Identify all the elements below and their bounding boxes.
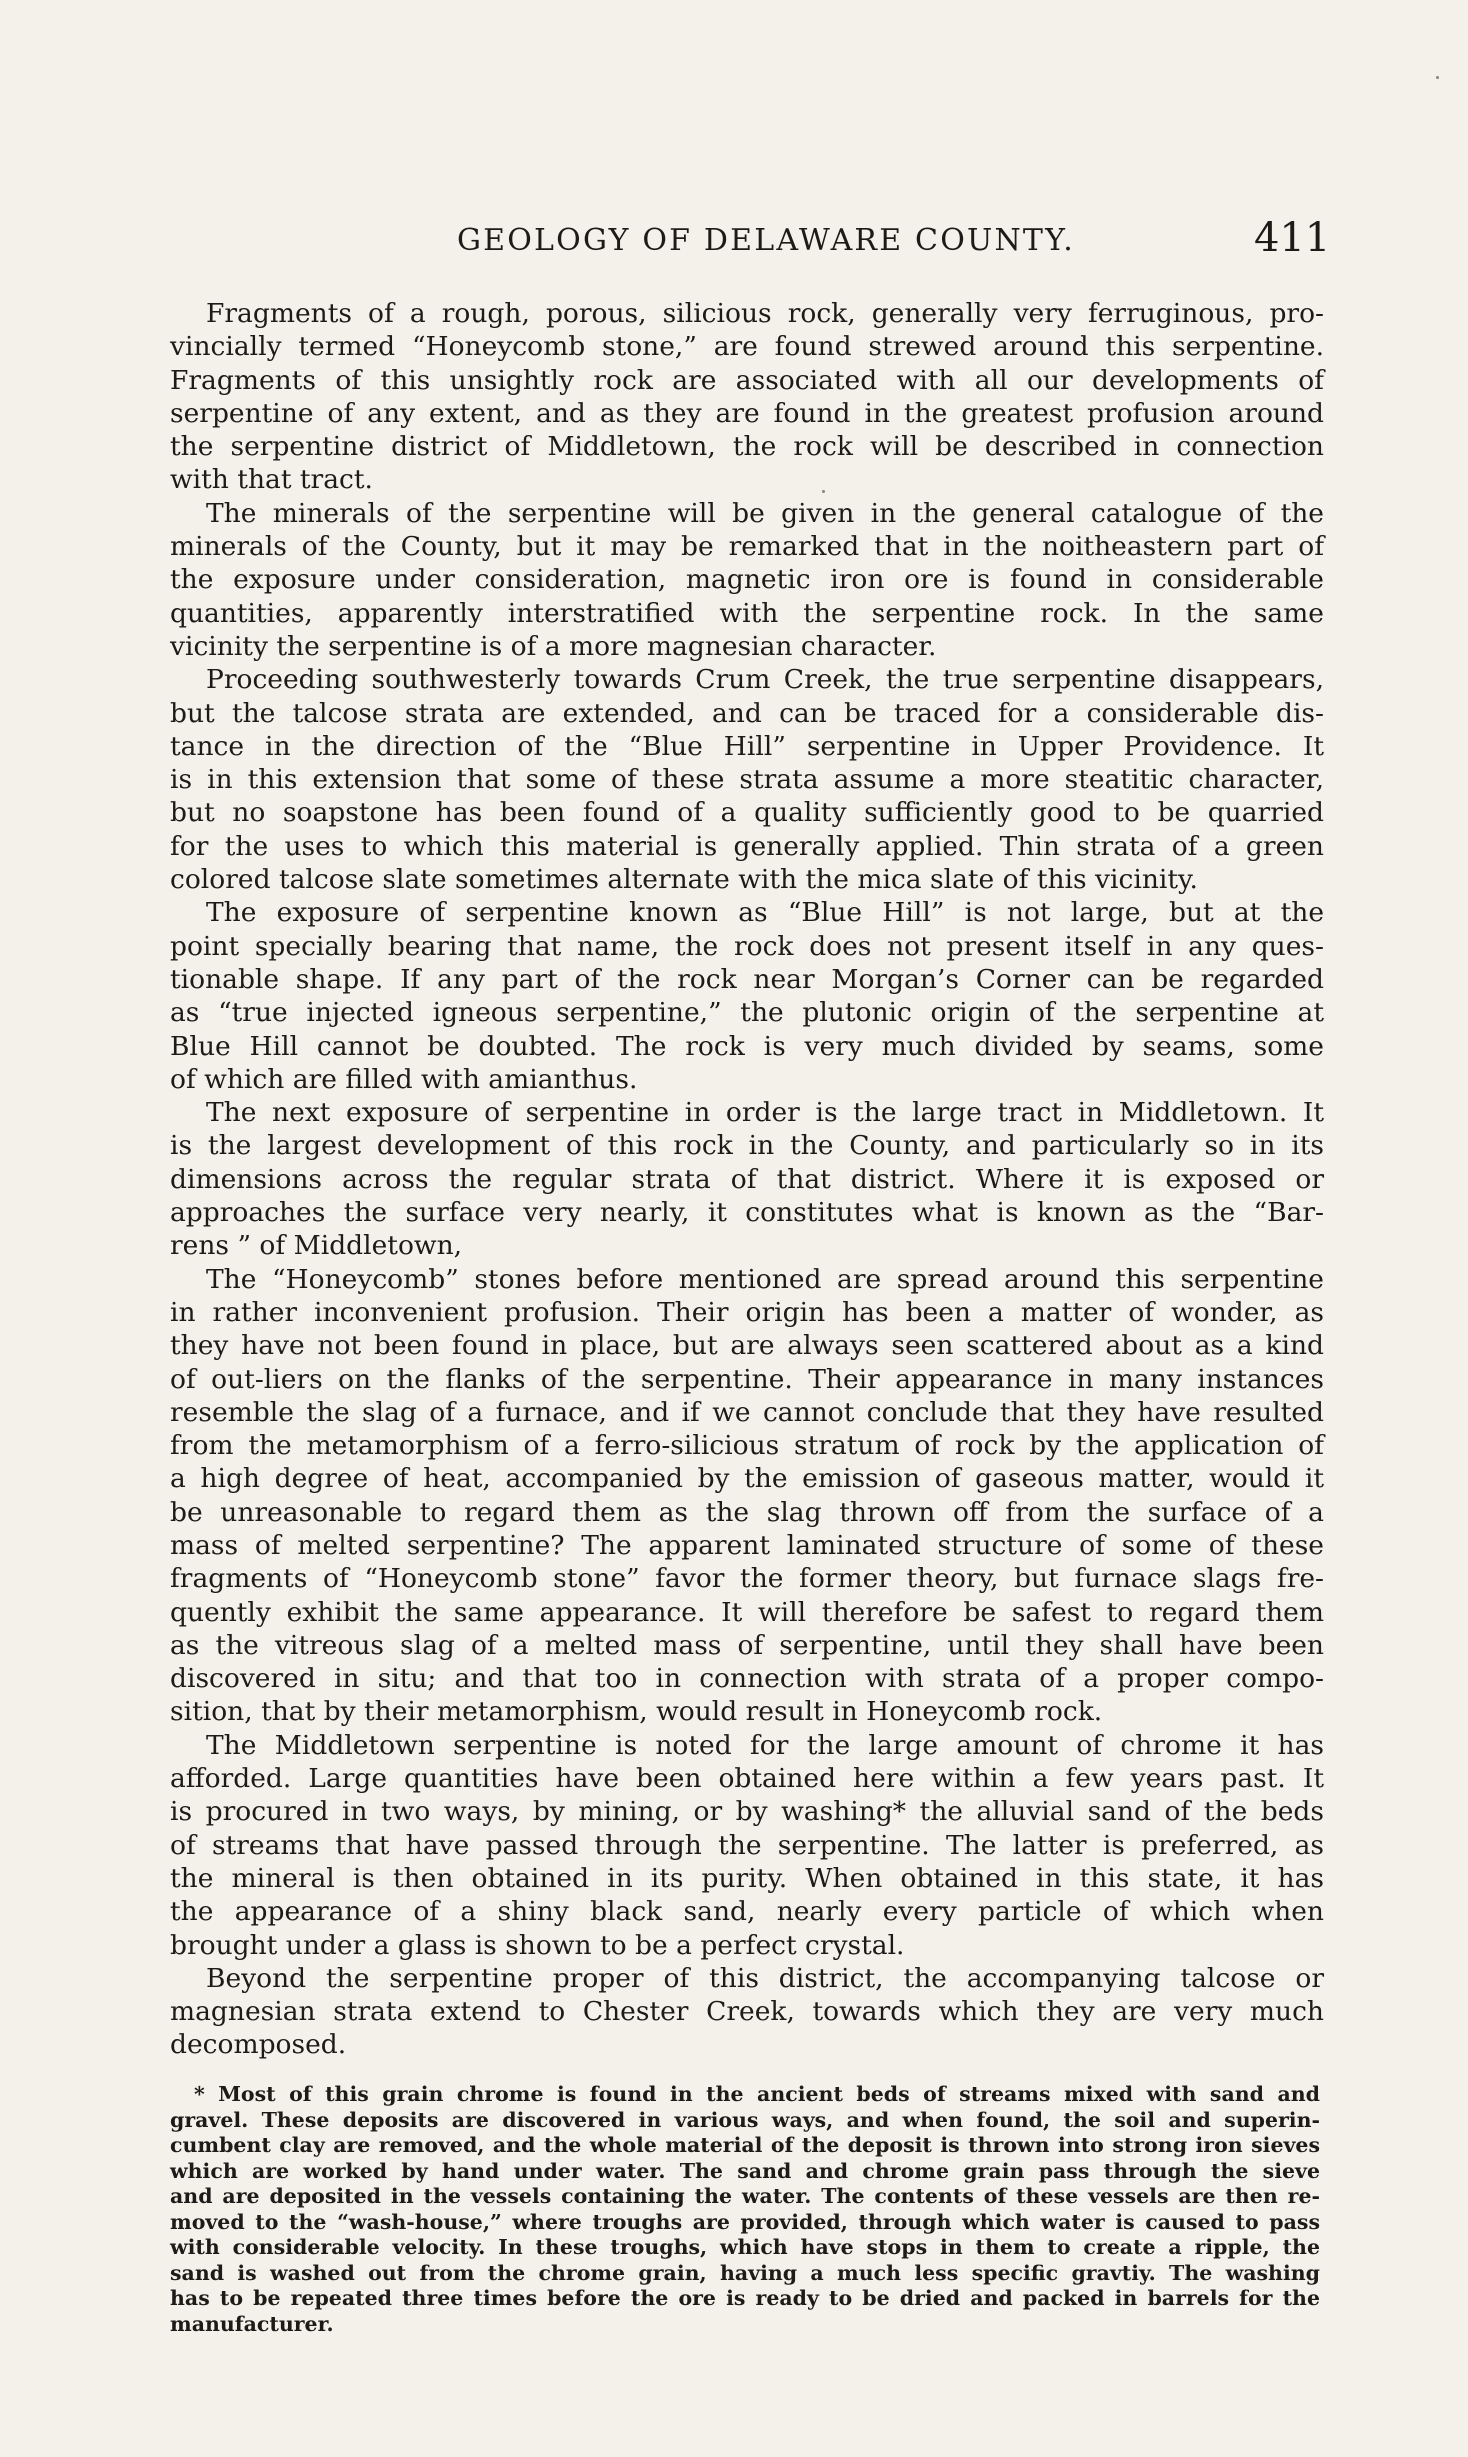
text-line: approaches the surface very nearly, it constitutes what is known as the “Bar- bbox=[170, 1197, 1324, 1229]
text-line: sition, that by their metamorphism, would result in Honeycomb rock. bbox=[170, 1696, 1103, 1728]
text-line: is procured in two ways, by mining, or by washing* the alluvial sand of the beds bbox=[170, 1796, 1324, 1828]
text-line: but no soapstone has been found of a quality sufficiently good to be quarried bbox=[170, 797, 1324, 829]
text-line: The minerals of the serpentine will be given in the general catalogue of the bbox=[206, 497, 1324, 529]
paper-speck bbox=[822, 490, 825, 493]
text-line: colored talcose slate sometimes alternate with the mica slate of this vicinity. bbox=[170, 864, 1198, 896]
text-line: is the largest development of this rock in the County, and particularly so in its bbox=[170, 1130, 1324, 1162]
text-line: quently exhibit the same appearance. It will therefore be safest to regard them bbox=[170, 1596, 1324, 1628]
page-number: 411 bbox=[1254, 215, 1331, 261]
text-line: in rather inconvenient profusion. Their origin has been a matter of wonder, as bbox=[170, 1296, 1324, 1328]
body-text bbox=[170, 297, 1324, 2062]
footnote-line: and are deposited in the vessels containing the water. The contents of these vessels are then re- bbox=[170, 2184, 1320, 2208]
text-line: of streams that have passed through the serpentine. The latter is preferred, as bbox=[170, 1829, 1324, 1861]
text-line: the mineral is then obtained in its purity. When obtained in this state, it has bbox=[170, 1862, 1324, 1894]
text-line: of which are filled with amianthus. bbox=[170, 1063, 638, 1095]
text-line: minerals of the County, but it may be remarked that in the noitheastern part of bbox=[170, 531, 1324, 563]
text-line: the appearance of a shiny black sand, nearly every particle of which when bbox=[170, 1896, 1324, 1928]
footnote-line: gravel. These deposits are discovered in various ways, and when found, the soil and superin- bbox=[170, 2107, 1320, 2132]
text-line: The “Honeycomb” stones before mentioned are spread around this serpentine bbox=[206, 1263, 1324, 1295]
text-line: afforded. Large quantities have been obtained here within a few years past. It bbox=[170, 1763, 1324, 1795]
text-line: from the metamorphism of a ferro-silicious stratum of rock by the application of bbox=[170, 1430, 1324, 1462]
text-line: mass of melted serpentine? The apparent laminated structure of some of these bbox=[170, 1529, 1324, 1561]
text-line: the serpentine district of Middletown, the rock will be described in connection bbox=[170, 431, 1324, 463]
text-line: decomposed. bbox=[170, 2029, 347, 2061]
text-line: is in this extension that some of these strata assume a more steatitic character, bbox=[170, 764, 1324, 796]
text-line: dimensions across the regular strata of that district. Where it is exposed or bbox=[170, 1163, 1324, 1195]
text-line: Fragments of a rough, porous, silicious rock, generally very ferruginous, pro- bbox=[206, 298, 1324, 329]
paper-speck bbox=[1436, 76, 1439, 79]
text-line: of out-liers on the flanks of the serpentine. Their appearance in many instances bbox=[170, 1363, 1324, 1395]
footnote-line: with considerable velocity. In these troughs, which have stops in them to create a ripple, the bbox=[170, 2235, 1320, 2259]
footnote-line: which are worked by hand under water. The sand and chrome grain pass through the sieve bbox=[170, 2158, 1320, 2183]
footnote-line: sand is washed out from the chrome grain, having a much less specific gravtiy. The washing bbox=[170, 2260, 1320, 2285]
text-line: serpentine of any extent, and as they are found in the greatest profusion around bbox=[170, 397, 1324, 429]
text-line: but the talcose strata are extended, and can be traced for a considerable dis- bbox=[170, 697, 1324, 729]
text-line: The exposure of serpentine known as “Blue Hill” is not large, but at the bbox=[206, 897, 1324, 929]
text-line: for the uses to which this material is generally applied. Thin strata of a green bbox=[170, 830, 1324, 862]
footnote-line: cumbent clay are removed, and the whole material of the deposit is thrown into strong iron sieves bbox=[170, 2133, 1320, 2157]
text-line: quantities, apparently interstratified with the serpentine rock. In the same bbox=[170, 597, 1324, 629]
text-line: point specially bearing that name, the rock does not present itself in any ques- bbox=[170, 930, 1324, 962]
text-line: tionable shape. If any part of the rock near Morgan’s Corner can be regarded bbox=[170, 963, 1324, 995]
page-header bbox=[0, 215, 1468, 275]
text-line: rens ” of Middletown, bbox=[170, 1230, 463, 1262]
text-line: with that tract. bbox=[170, 464, 373, 496]
text-line: Proceeding southwesterly towards Crum Creek, the true serpentine disappears, bbox=[206, 664, 1324, 696]
running-title: GEOLOGY OF DELAWARE COUNTY. bbox=[457, 223, 1076, 258]
text-line: the exposure under consideration, magnetic iron ore is found in considerable bbox=[170, 564, 1324, 596]
text-line: be unreasonable to regard them as the slag thrown off from the surface of a bbox=[170, 1496, 1324, 1528]
text-line: tance in the direction of the “Blue Hill” serpentine in Upper Providence. It bbox=[170, 730, 1324, 762]
footnote-line: has to be repeated three times before the ore is ready to be dried and packed in barrels for the bbox=[170, 2286, 1320, 2310]
text-line: magnesian strata extend to Chester Creek, towards which they are very much bbox=[170, 1996, 1324, 2028]
footnote-line: manufacturer. bbox=[170, 2311, 334, 2336]
text-line: The next exposure of serpentine in order is the large tract in Middletown. It bbox=[206, 1097, 1324, 1129]
text-line: as the vitreous slag of a melted mass of serpentine, until they shall have been bbox=[170, 1629, 1324, 1661]
text-line: vincially termed “Honeycomb stone,” are found strewed around this serpentine. bbox=[170, 331, 1324, 363]
text-line: discovered in situ; and that too in connection with strata of a proper compo- bbox=[170, 1663, 1324, 1695]
text-line: The Middletown serpentine is noted for the large amount of chrome it has bbox=[206, 1729, 1324, 1761]
text-line: brought under a glass is shown to be a perfect crystal. bbox=[170, 1929, 905, 1961]
text-line: as “true injected igneous serpentine,” the plutonic origin of the serpentine at bbox=[170, 997, 1324, 1029]
footnote bbox=[170, 2082, 1320, 2337]
footnote-line: moved to the “wash-house,” where troughs are provided, through which water is caused to pass bbox=[170, 2209, 1320, 2234]
text-line: a high degree of heat, accompanied by the emission of gaseous matter, would it bbox=[170, 1463, 1324, 1495]
text-line: Beyond the serpentine proper of this district, the accompanying talcose or bbox=[206, 1962, 1324, 1994]
text-line: fragments of “Honeycomb stone” favor the former theory, but furnace slags fre- bbox=[170, 1563, 1324, 1595]
text-line: resemble the slag of a furnace, and if we cannot conclude that they have resulted bbox=[170, 1396, 1324, 1428]
text-line: Fragments of this unsightly rock are associated with all our developments of bbox=[170, 364, 1324, 396]
text-line: vicinity the serpentine is of a more magnesian character. bbox=[170, 630, 937, 662]
footnote-line: * Most of this grain chrome is found in the ancient beds of streams mixed with sand and bbox=[194, 2082, 1320, 2106]
text-line: they have not been found in place, but are always seen scattered about as a kind bbox=[170, 1330, 1324, 1362]
text-line: Blue Hill cannot be doubted. The rock is very much divided by seams, some bbox=[170, 1030, 1324, 1062]
